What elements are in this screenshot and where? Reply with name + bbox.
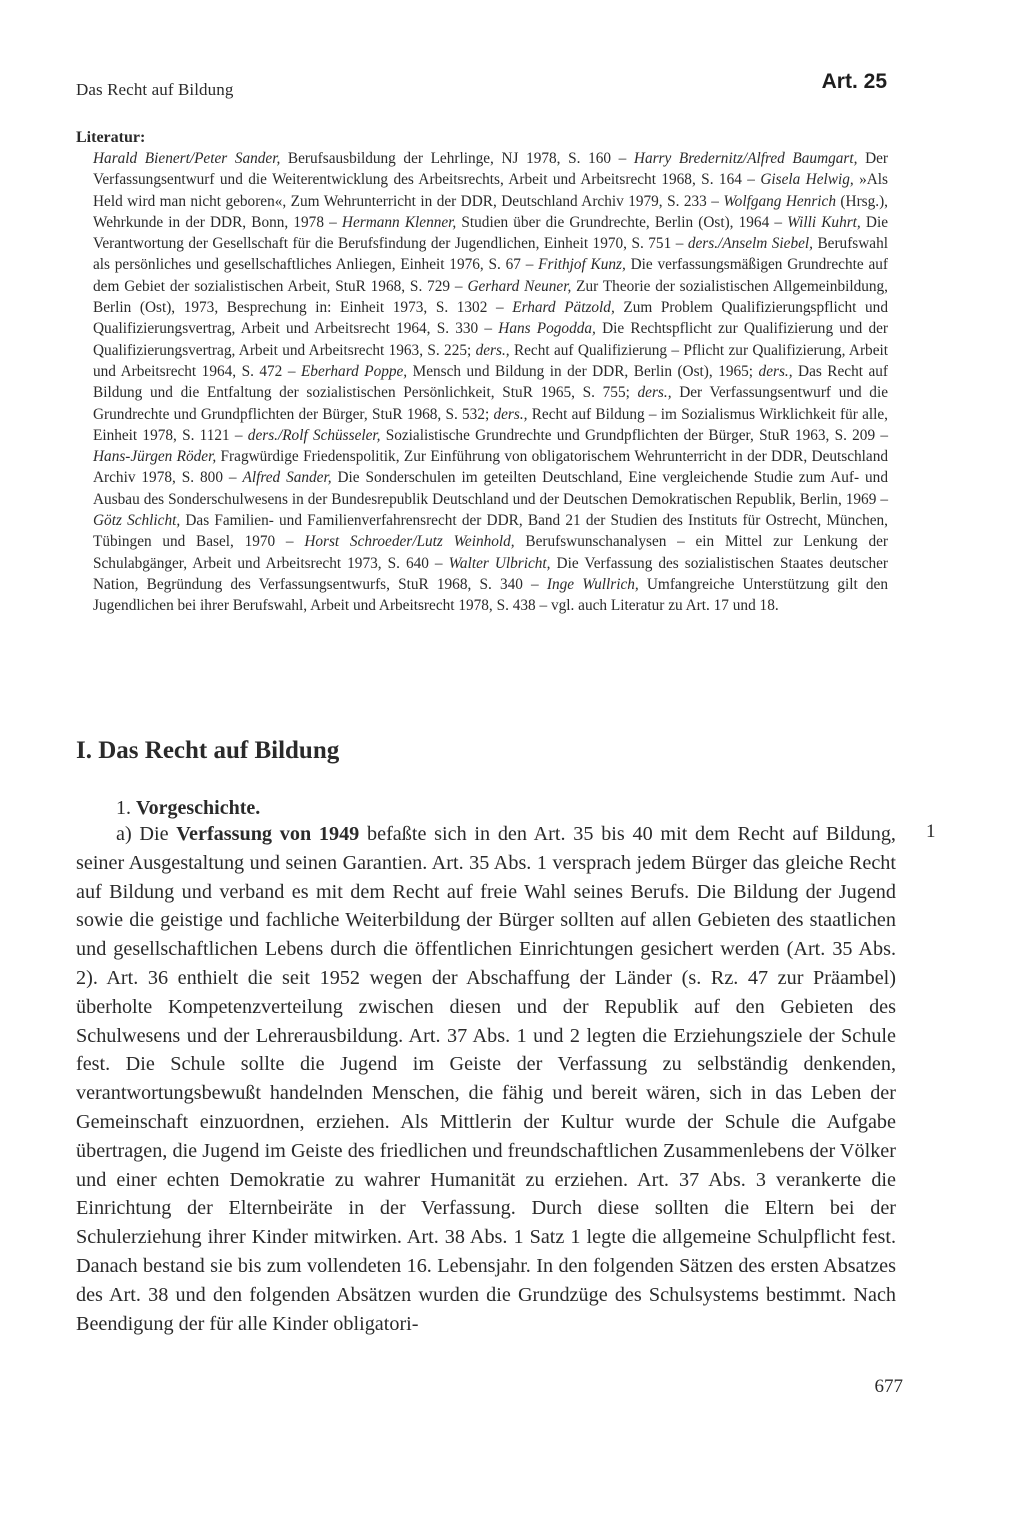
- literature-author: ders.,: [637, 384, 672, 402]
- literature-author: ders./Rolf Schüsseler,: [247, 426, 381, 444]
- literature-entry-text: Umfangreiche Unterstützung gilt den Jugendlichen bei ihrer Berufswahl, Arbeit und Arbeitsrecht 1978, S. 438 – vgl. auch Literatur zu Art. 17 und 18.: [93, 575, 888, 615]
- subsection-title: Vorgeschichte.: [136, 797, 261, 819]
- literature-entry-text: Die Sonderschulen im geteilten Deutschland, Eine vergleichende Studie zum Auf- und Ausbau des Sonderschulwesens in der Bundesrepublik Deutschland und der Deutschen Demokratischen Republik, Berlin, 1969 –: [93, 469, 888, 508]
- subsection-number: 1.: [116, 797, 131, 819]
- literature-author: ders.,: [758, 362, 793, 380]
- literature-author: Hans-Jürgen Röder,: [93, 448, 217, 466]
- subsection-heading: [116, 797, 260, 820]
- literature-entry-text: Die Rechtspflicht zur Qualifizierung und der Qualifizierungsvertrag, Arbeit und Arbeitsrecht 1963, S. 225;: [93, 320, 888, 359]
- literature-entry-text: (Hrsg.), Wehrkunde in der DDR, Bonn, 1978 –: [93, 192, 889, 231]
- literature-author: Hans Pogodda,: [498, 320, 596, 338]
- literature-author: Willi Kuhrt,: [787, 213, 861, 231]
- literature-author: Walter Ulbricht,: [448, 554, 551, 572]
- literature-entry-text: Der Verfassungsentwurf und die Weiterentwicklung des Arbeitsrechts, Arbeit und Arbeitsrecht 1968, S. 164 –: [93, 150, 888, 189]
- literature-author: Inge Wullrich,: [546, 575, 639, 593]
- page-number: 677: [874, 1376, 903, 1397]
- section-heading: I. Das Recht auf Bildung: [76, 737, 340, 764]
- literature-entry-text: Recht auf Bildung – im Sozialismus Wirklichkeit für alle, Einheit 1978, S. 1121 –: [93, 405, 888, 444]
- literature-entry-text: »Als Held wird man nicht geboren«, Zum Wehrunterricht in der DDR, Deutschland Archiv 1979, S. 233 –: [93, 171, 888, 210]
- article-label: Art. 25: [821, 70, 887, 93]
- literature-entry-text: Studien über die Grundrechte, Berlin (Ost), 1964 –: [456, 213, 788, 231]
- literature-author: ders./Anselm Siebel,: [687, 235, 813, 253]
- literature-author: Gerhard Neuner,: [467, 277, 572, 295]
- literature-author: Harald Bienert/Peter Sander,: [93, 150, 281, 167]
- literature-entry-text: Das Familien- und Familienverfahrensrecht der DDR, Band 21 der Studien des Instituts für Ostrecht, München, Tübingen und Basel, 1970 –: [93, 512, 888, 551]
- running-head: Das Recht auf Bildung: [76, 80, 234, 99]
- margin-number: 1: [926, 821, 936, 842]
- paragraph-text: befaßte sich in den Art. 35 bis 40 mit dem Recht auf Bildung, seiner Ausgestaltung und seinen Garantien. Art. 35 Abs. 1 versprach jedem Bürger das gleiche Recht auf Bildung und verband es mit dem Recht auf freie Wahl seines Berufs. Die Bildung der Jugend sowie die geistige und fachliche Weiterbildung der Bürger sollten auf allen Gebieten des staatlichen und gesellschaftlichen Lebens durch die öffentlichen Einrichtungen gesichert werden (Art. 35 Abs. 2). Art. 36 enthielt die seit 1952 wegen der Abschaffung der Länder (s. Rz. 47 zur Präambel) überholte Kompetenzverteilung zwischen diesen und der Republik auf den Gebieten des Schulwesens und der Lehrerausbildung. Art. 37 Abs. 1 und 2 legten die Erziehungsziele der Schule fest. Die Schule sollte die Jugend im Geiste der Verfassung zu selbständig denkenden, verantwortungsbewußt handelnden Menschen, die fähig und bereit wären, sich in das Leben der Gemeinschaft einzuordnen, erziehen. Als Mittlerin der Kultur wurde der Schule die Aufgabe übertragen, die Jugend im Geiste des friedlichen und freundschaftlichen Zusammenlebens der Völker und einer echten Demokratie zu wahrer Humanität zu erziehen. Art. 37 Abs. 3 verankerte die Einrichtung der Elternbeiräte in der Verfassung. Durch diese sollten die Eltern bei der Schulerziehung ihrer Kinder mitwirken. Art. 38 Abs. 1 Satz 1 legte die allgemeine Schulpflicht fest. Danach bestand sie bis zum vollendeten 16. Lebensjahr. In den folgenden Sätzen des ersten Absatzes des Art. 38 und den folgenden Absätzen wurden die Grundzüge des Schulsystems bestimmt. Nach Beendigung der für alle Kinder obligatori-: [76, 823, 896, 1335]
- literature-author: Horst Schroeder/Lutz Weinhold,: [304, 533, 515, 551]
- body-paragraph: [76, 820, 896, 1338]
- literature-entry-text: Recht auf Qualifizierung – Pflicht zur Qualifizierung, Arbeit und Arbeitsrecht 1964, S. 472 –: [93, 341, 888, 380]
- literature-entry-text: Der Verfassungsentwurf und die Grundrechte und Grundpflichten der Bürger, StuR 1968, S. 532;: [93, 384, 888, 423]
- literature-heading: Literatur:: [76, 129, 146, 146]
- literature-author: Harry Bredernitz/Alfred Baumgart,: [633, 150, 858, 167]
- literature-entry-text: Die verfassungsmäßigen Grundrechte auf dem Gebiet der sozialistischen Arbeit, StuR 1968, S. 729 –: [93, 256, 888, 295]
- literature-author: ders.,: [493, 405, 528, 423]
- literature-entry-text: Fragwürdige Friedenspolitik, Zur Einführung von obligatorischem Wehrunterricht in der DDR, Deutschland Archiv 1978, S. 800 –: [93, 448, 889, 487]
- literature-block: [76, 129, 888, 617]
- paragraph-lead: a) Die: [116, 823, 177, 845]
- literature-author: Gisela Helwig,: [760, 171, 854, 189]
- literature-entry-text: Sozialistische Grundrechte und Grundpflichten der Bürger, StuR 1963, S. 209 –: [380, 426, 888, 444]
- literature-entry-text: Zur Theorie der sozialistischen Allgemeinbildung, Berlin (Ost), 1973, Besprechung in: Einheit 1973, S. 1302 –: [93, 277, 889, 317]
- literature-author: Hermann Klenner,: [341, 213, 457, 231]
- literature-entry-text: Berufswahl als persönliches und gesellschaftliches Anliegen, Einheit 1976, S. 67 –: [93, 235, 888, 274]
- literature-entry-text: Die Verantwortung der Gesellschaft für die Berufsfindung der Jugendlichen, Einheit 1970, S. 751 –: [93, 213, 888, 253]
- literature-author: Götz Schlicht,: [93, 512, 181, 530]
- literature-entry-text: Berufswunschanalysen – ein Mittel zur Lenkung der Schulabgänger, Arbeit und Arbeitsrecht 1973, S. 640 –: [93, 533, 888, 572]
- paragraph-keyword: Verfassung von 1949: [176, 823, 360, 845]
- literature-entry-text: Die Verfassung des sozialistischen Staates deutscher Nation, Begründung des Verfassungsentwurfs, StuR 1968, S. 340 –: [93, 554, 888, 593]
- literature-entry-text: Zum Problem Qualifizierungspflicht und Qualifizierungsvertrag, Arbeit und Arbeitsrecht 1964, S. 330 –: [93, 299, 888, 338]
- literature-entry-text: Mensch und Bildung in der DDR, Berlin (Ost), 1965;: [407, 362, 759, 380]
- literature-entry-text: Das Recht auf Bildung und die Entfaltung der sozialistischen Persönlichkeit, StuR 1965, S. 755;: [93, 362, 888, 402]
- literature-author: Frithjof Kunz,: [538, 256, 626, 274]
- literature-author: Wolfgang Henrich: [723, 192, 836, 210]
- literature-author: Alfred Sander,: [242, 469, 332, 487]
- literature-list: [76, 148, 888, 617]
- literature-author: ders.,: [475, 341, 510, 359]
- literature-author: Eberhard Poppe,: [300, 362, 408, 380]
- literature-author: Erhard Pätzold,: [512, 299, 615, 317]
- literature-entry-text: Berufsausbildung der Lehrlinge, NJ 1978, S. 160 –: [280, 150, 634, 167]
